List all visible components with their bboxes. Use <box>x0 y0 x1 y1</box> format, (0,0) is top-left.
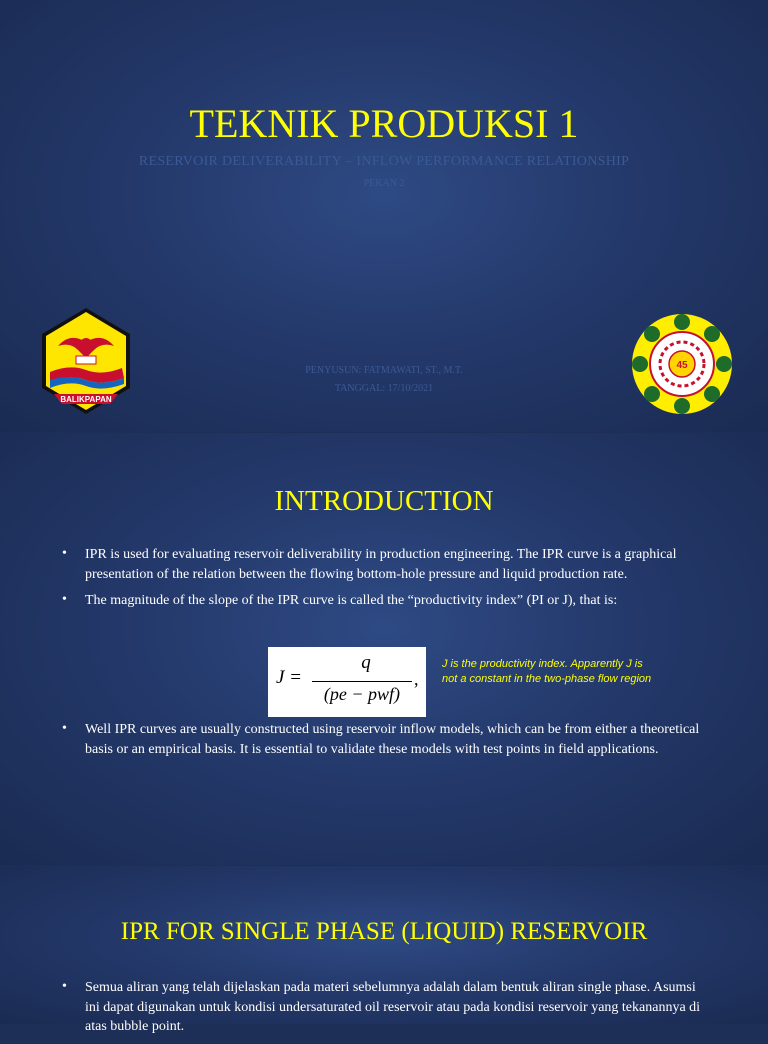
presentation-title: TEKNIK PRODUKSI 1 <box>189 101 579 146</box>
author-name: PENYUSUN: FATMAWATI, ST., M.T. <box>305 365 463 376</box>
formula-denominator: (pe − pwf) <box>323 684 401 704</box>
presentation-subtitle-line2: PEKAN 2 <box>363 178 405 189</box>
logo-right-label: 45 <box>676 360 688 371</box>
university-seal-icon <box>630 312 734 416</box>
bullet-item: • Well IPR curves are usually constructed using reservoir inflow models, which can be from either a theoretical basis or an empirical basis. It is essential to validate these models with test points in field applications. <box>62 720 702 759</box>
single-phase-ipr-slide <box>0 866 768 1034</box>
bullet-item: • The magnitude of the slope of the IPR curve is called the “productivity index” (PI or J), that is: <box>62 591 702 611</box>
formula-comma: , <box>414 669 419 689</box>
formula-fraction-bar <box>312 681 412 682</box>
title-slide <box>0 0 768 432</box>
bullet-item: • Semua aliran yang telah dijelaskan pada materi sebelumnya adalah dalam bentuk aliran single phase. Asumsi ini dapat digunakan untuk kondisi undersaturated oil reservoir atau pada kondisi reservoir yang tekanannya di atas bubble point. <box>62 978 702 1037</box>
introduction-slide <box>0 433 768 865</box>
balikpapan-emblem-icon <box>40 306 132 416</box>
introduction-heading: INTRODUCTION <box>274 485 494 517</box>
presentation-subtitle: RESERVOIR DELIVERABILITY – INFLOW PERFORMANCE RELATIONSHIP <box>138 154 630 169</box>
single-phase-heading: IPR FOR SINGLE PHASE (LIQUID) RESERVOIR <box>120 918 648 945</box>
bullet-item: • IPR is used for evaluating reservoir deliverability in production engineering. The IPR curve is a graphical presentation of the relation between the flowing bottom-hole pressure and liquid production rate. <box>62 545 702 584</box>
formula-numerator: q <box>361 652 371 673</box>
bullet-list-top <box>62 545 702 618</box>
formula-note: J is the productivity index. Apparently J is not a constant in the two-phase flow region <box>442 658 652 685</box>
bullet-list-bottom <box>62 720 702 766</box>
logo-left-label: BALIKPAPAN <box>60 395 112 404</box>
author-date: TANGGAL: 17/10/2021 <box>334 383 434 394</box>
productivity-index-formula <box>268 647 426 717</box>
bullet-list <box>62 978 702 1044</box>
formula-lhs: J = <box>276 667 303 688</box>
